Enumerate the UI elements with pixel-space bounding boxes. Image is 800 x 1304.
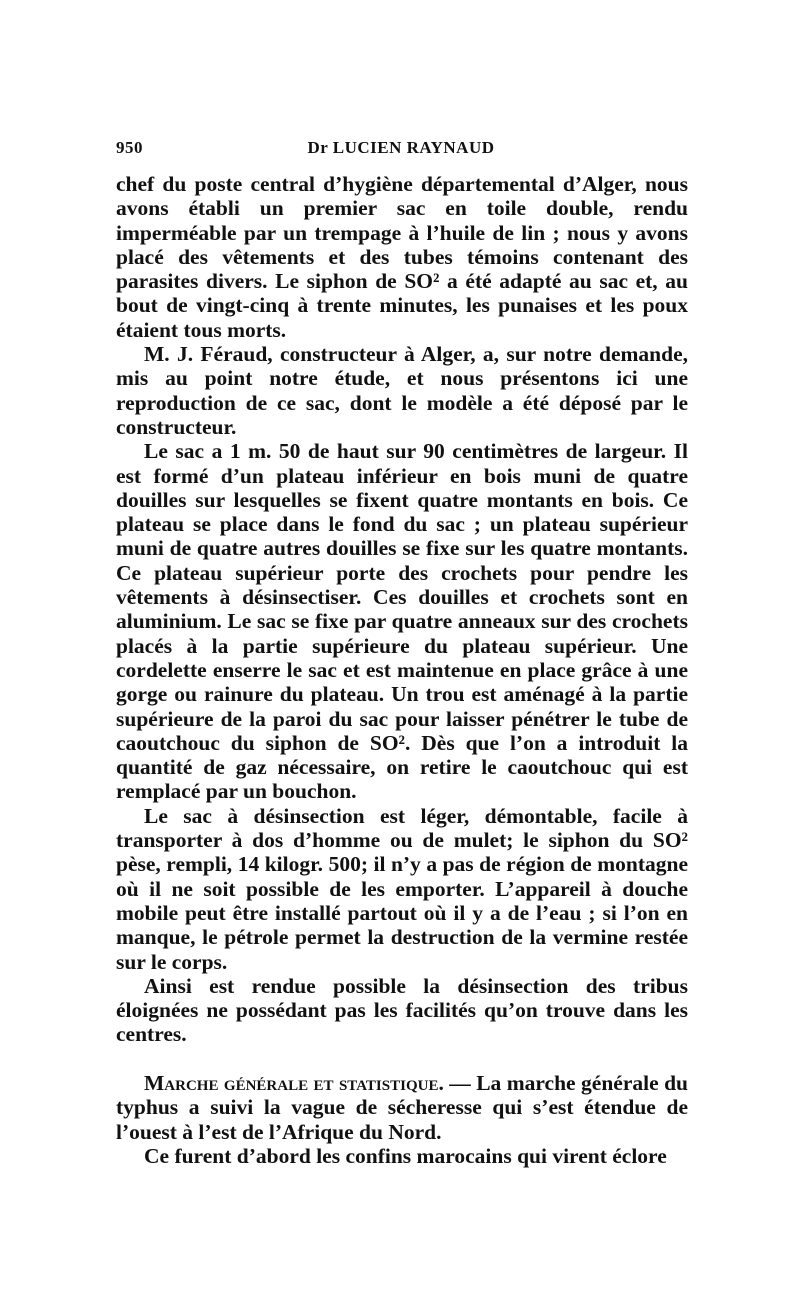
- running-head-author: Dr LUCIEN RAYNAUD: [307, 138, 495, 157]
- paragraph: Ce furent d’abord les confins marocains qui virent éclore: [144, 1143, 667, 1168]
- page-number: 950: [116, 138, 143, 157]
- paragraph: Ainsi est rendue possible la désinsection des tribus éloignées ne possédant pas les facilités qu’on trouve dans les centres.: [116, 973, 688, 1047]
- running-head: [116, 138, 686, 162]
- section-heading: Marche générale et statistique.: [144, 1070, 444, 1095]
- body-text: [116, 172, 688, 1168]
- section-text: — La marche générale du typhus a suivi la vague de sécheresse qui s’est étendue de l’ouest à l’est de l’Afrique du Nord.: [116, 1070, 688, 1144]
- paragraph: chef du poste central d’hygiène départemental d’Alger, nous avons établi un premier sac en toile double, rendu imperméable par un trempage à l’huile de lin ; nous y avons placé des vêtements et des tubes témoins contenant des parasites divers. Le siphon de SO² a été adapté au sac et, au bout de vingt-cinq à trente minutes, les punaises et les poux étaient tous morts.: [116, 172, 688, 342]
- paragraph: M. J. Féraud, constructeur à Alger, a, sur notre demande, mis au point notre étude, et nous présentons ici une reproduction de ce sac, dont le modèle a été déposé par le constructeur.: [116, 342, 688, 439]
- paragraph: Le sac a 1 m. 50 de haut sur 90 centimètres de largeur. Il est formé d’un plateau inférieur en bois muni de quatre douilles sur lesquelles se fixent quatre montants en bois. Ce plateau se place dans le fond du sac ; un plateau supérieur muni de quatre autres douilles se fixe sur les quatre montants. Ce plateau supérieur porte des crochets pour pendre les vêtements à désinsectiser. Ces douilles et crochets sont en aluminium. Le sac se fixe par quatre anneaux sur des crochets placés à la partie supérieure du plateau supérieur. Une cordelette enserre le sac et est maintenue en place grâce à une gorge ou rainure du plateau. Un trou est aménagé à la partie supérieure de la paroi du sac pour laisser pénétrer le tube de caoutchouc du siphon de SO². Dès que l’on a introduit la quantité de gaz nécessaire, on retire le caoutchouc qui est remplacé par un bouchon.: [116, 439, 688, 804]
- paragraph: Le sac à désinsection est léger, démontable, facile à transporter à dos d’homme ou de mulet; le siphon du SO² pèse, rempli, 14 kilogr. 500; il n’y a pas de région de montagne où il ne soit possible de les emporter. L’appareil à douche mobile peut être installé partout où il y a de l’eau ; si l’on en manque, le pétrole permet la destruction de la vermine restée sur le corps.: [116, 803, 688, 974]
- section-paragraph: [116, 1071, 688, 1144]
